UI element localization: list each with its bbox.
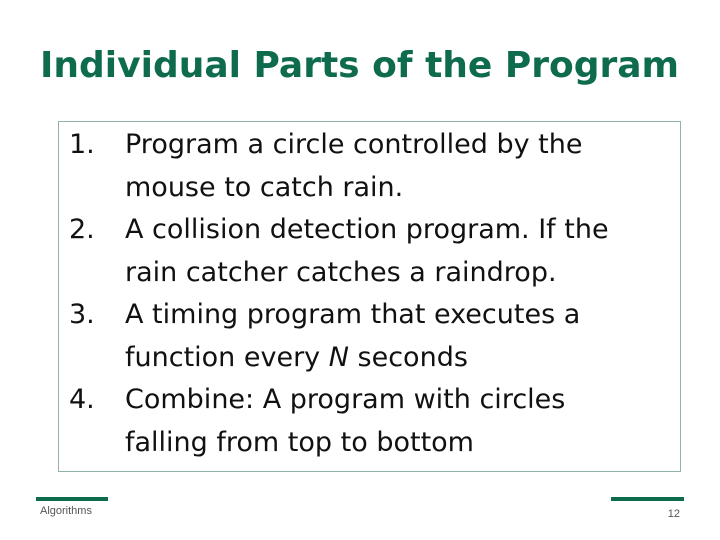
list-item-line: Combine: A program with circles xyxy=(125,384,566,415)
list-item-number: 1. xyxy=(69,129,95,160)
list-item xyxy=(69,124,609,209)
list-item-number: 4. xyxy=(69,384,95,415)
list-item-line: Program a circle controlled by the xyxy=(125,129,583,160)
footer-divider-right xyxy=(611,497,684,501)
list-item-line-end: seconds xyxy=(348,341,468,373)
list-item-line: rain catcher catches a raindrop. xyxy=(125,256,557,288)
list-item-line: A collision detection program. If the xyxy=(125,214,609,245)
numbered-list xyxy=(69,124,609,464)
variable-n: N xyxy=(328,341,349,373)
list-item-number: 2. xyxy=(69,214,95,245)
list-item-number: 3. xyxy=(69,299,95,330)
list-item-line: A timing program that executes a xyxy=(125,299,581,330)
list-item-line-start: function every xyxy=(125,341,329,373)
list-item-line: falling from top to bottom xyxy=(125,426,474,458)
page-number: 12 xyxy=(667,508,680,520)
list-item xyxy=(69,379,609,464)
list-item xyxy=(69,294,609,379)
slide-title: Individual Parts of the Program xyxy=(40,45,680,86)
footer-label: Algorithms xyxy=(40,505,92,517)
list-item xyxy=(69,209,609,294)
content-box xyxy=(58,121,681,472)
list-item-line: mouse to catch rain. xyxy=(125,171,404,203)
footer-divider-left xyxy=(36,497,108,501)
